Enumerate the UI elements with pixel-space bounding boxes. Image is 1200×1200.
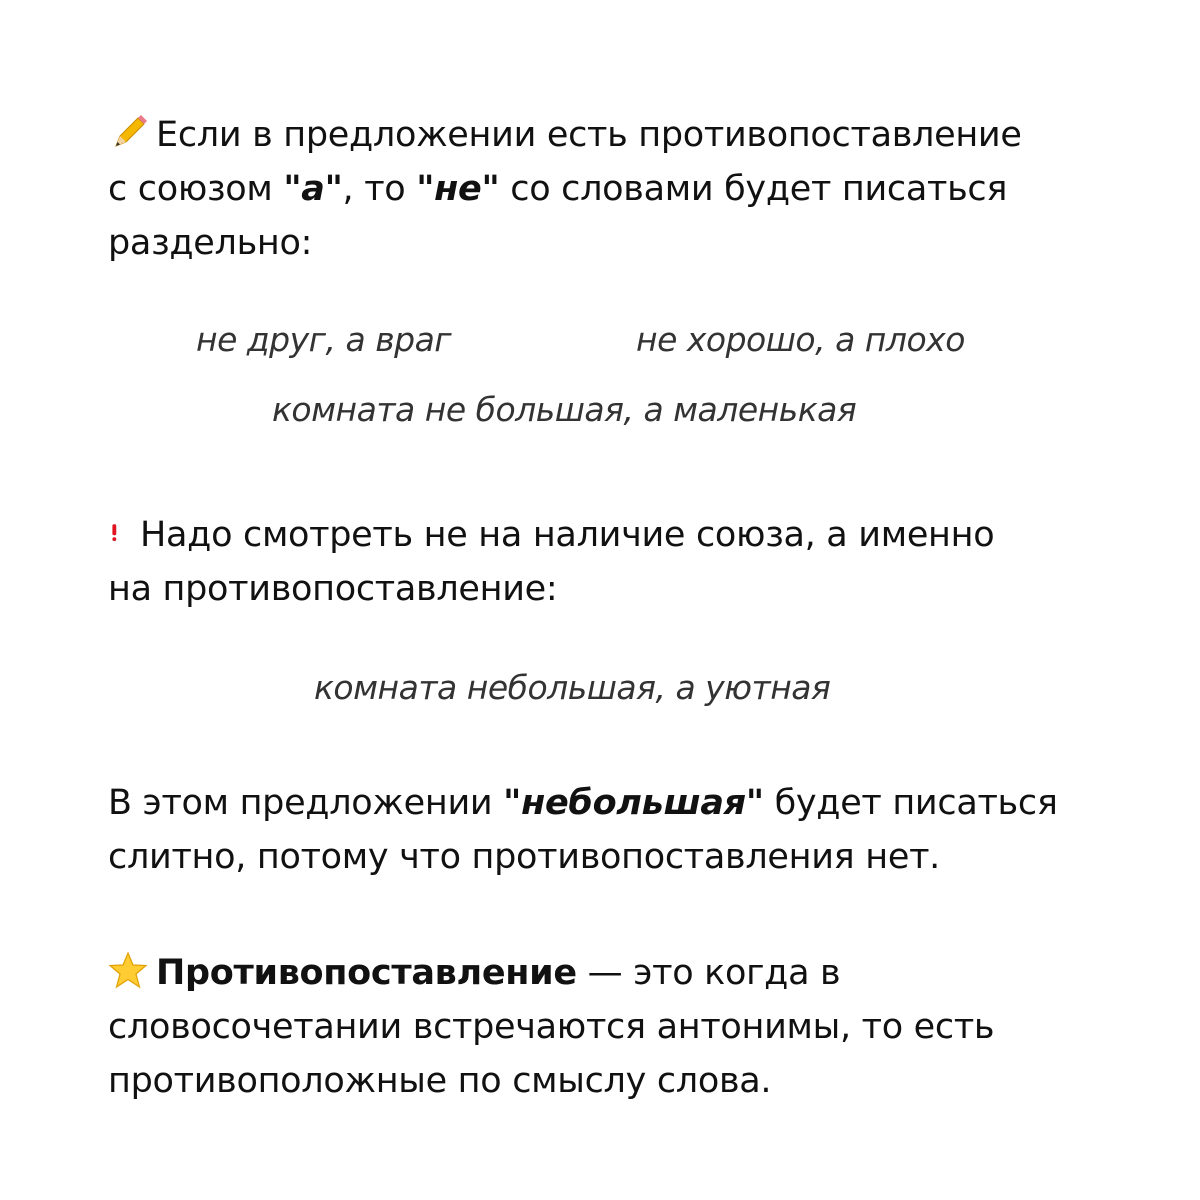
example-text: не друг, а враг — [196, 320, 452, 359]
paragraph-definition-line1: Противопоставление — это когда в — [108, 946, 840, 1000]
paragraph-note-line2: на противопоставление: — [108, 569, 558, 609]
paragraph-explanation-line1: В этом предложении "небольшая" будет писаться — [108, 783, 1058, 823]
paragraph-explanation-line2: слитно, потому что противопоставления нет. — [108, 837, 940, 877]
pencil-icon — [108, 112, 148, 152]
example-text: комната небольшая, а уютная — [314, 668, 831, 707]
exclamation-icon — [108, 512, 130, 552]
paragraph-definition-line2: словосочетании встречаются антонимы, то есть — [108, 1007, 995, 1047]
example-text: комната не большая, а маленькая — [272, 390, 857, 429]
paragraph-intro-line2: с союзом "а", то "не" со словами будет писаться — [108, 169, 1008, 209]
example-text: не хорошо, а плохо — [636, 320, 965, 359]
paragraph-intro-line3: раздельно: — [108, 223, 313, 263]
paragraph-intro-line1: Если в предложении есть противопоставление — [108, 108, 1022, 162]
star-icon — [108, 950, 148, 990]
paragraph-note-line1: Надо смотреть не на наличие союза, а именно — [108, 508, 994, 562]
paragraph-definition-line3: противоположные по смыслу слова. — [108, 1061, 772, 1101]
